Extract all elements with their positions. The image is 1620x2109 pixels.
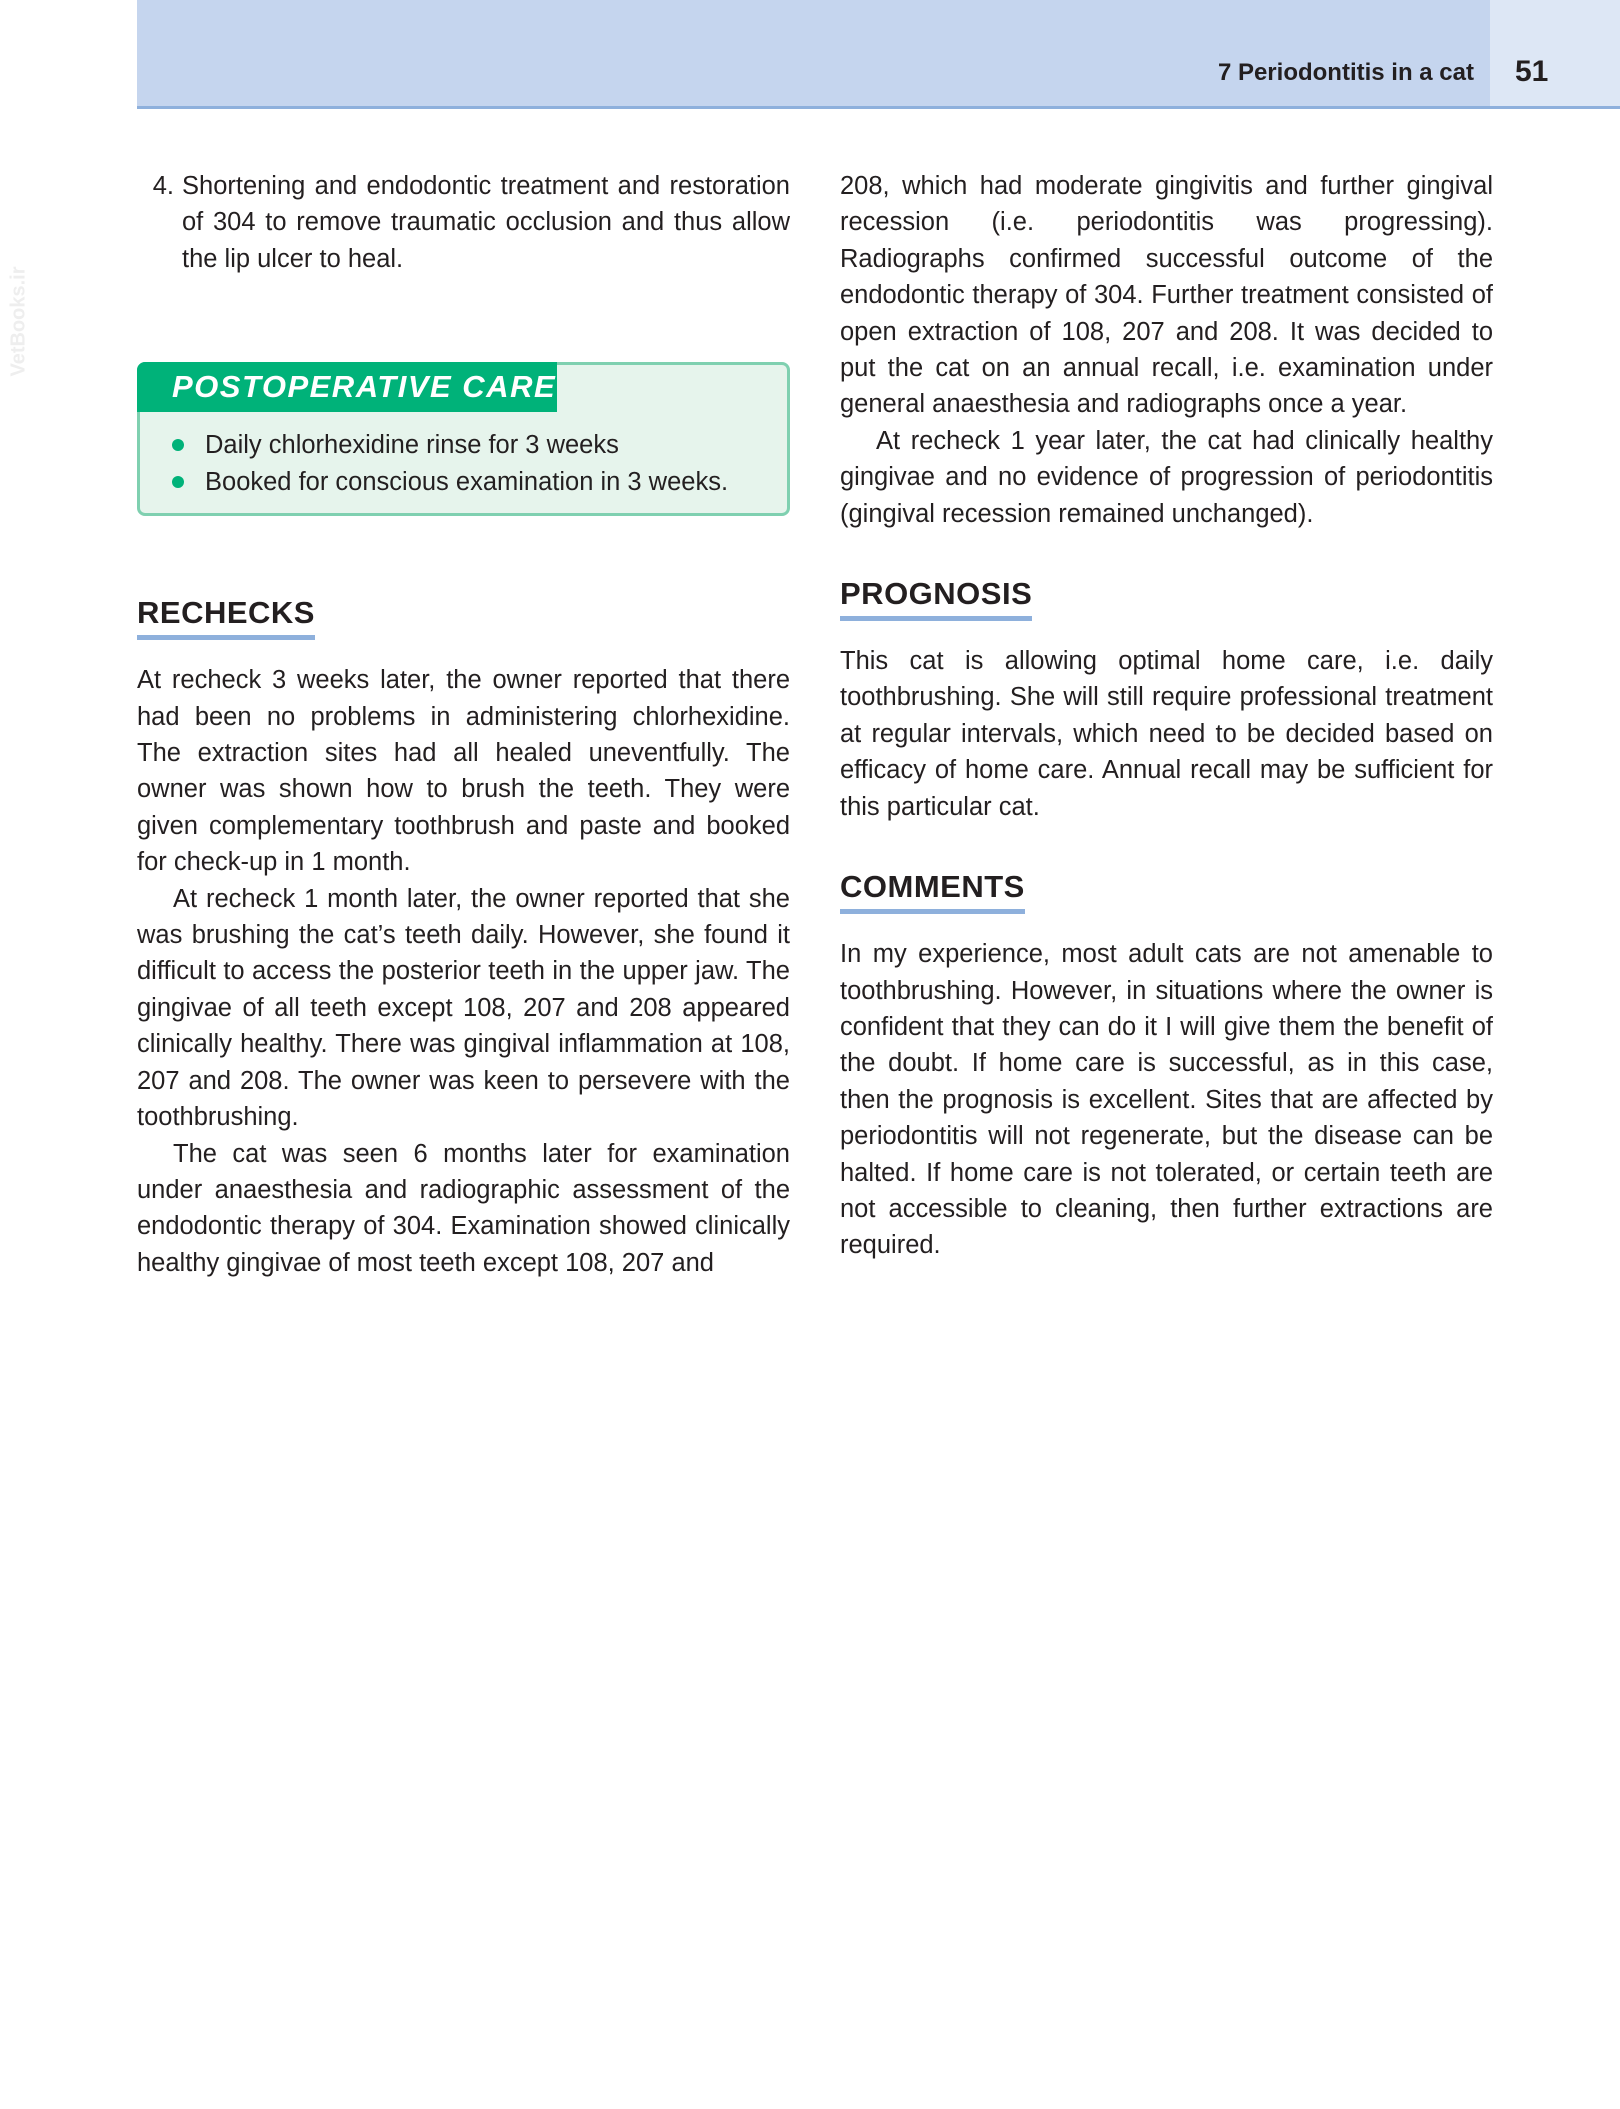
- list-item-text: Shortening and endodontic treatment and restoration of 304 to remove traumatic occlusion and thus allow the lip ulcer to heal.: [182, 172, 790, 273]
- bullet-icon: [172, 439, 184, 451]
- paragraph: This cat is allowing optimal home care, i.e. daily toothbrushing. She will still require professional treatment at regular intervals, which need to be decided based on efficacy of home care. Annual recall may be sufficient for this particular cat.: [840, 647, 1493, 821]
- postoperative-care-list: [172, 427, 728, 500]
- right-column: [840, 168, 1493, 1264]
- postoperative-care-box: [137, 362, 790, 516]
- comments-heading: COMMENTS: [840, 869, 1025, 914]
- running-title: 7 Periodontitis in a cat: [1217, 59, 1474, 86]
- prognosis-section: [840, 576, 1493, 825]
- rechecks-section: [137, 595, 790, 1281]
- list-item: [172, 427, 728, 463]
- paragraph: At recheck 1 month later, the owner reported that she was brushing the cat’s teeth daily. However, she found it difficult to access the posterior teeth in the upper jaw. The gingivae of all teeth except 108, 207 and 208 appeared clinically healthy. There was gingival inflammation at 108, 207 and 208. The owner was keen to persevere with the toothbrushing.: [137, 884, 790, 1132]
- paragraph: The cat was seen 6 months later for examination under anaesthesia and radiographic assessment of the endodontic therapy of 304. Examination showed clinically healthy gingivae of most teeth except 108, 207 and: [137, 1139, 790, 1277]
- postoperative-care-title: POSTOPERATIVE CARE: [137, 362, 557, 412]
- paragraph: At recheck 3 weeks later, the owner reported that there had been no problems in administering chlorhexidine. The extraction sites had all healed uneventfully. The owner was shown how to brush the teeth. They were given complementary toothbrush and paste and booked for check-up in 1 month.: [137, 666, 790, 877]
- page-number-tab: [1490, 0, 1620, 109]
- rechecks-heading: RECHECKS: [137, 595, 315, 640]
- paragraph: In my experience, most adult cats are not amenable to toothbrushing. However, in situations where the owner is confident that they can do it I will give them the benefit of the doubt. If home care is successful, as in this case, then the prognosis is excellent. Sites that are affected by periodontitis will not regenerate, but the disease can be halted. If home care is not tolerated, or certain teeth are not accessible to cleaning, then further extractions are required.: [840, 940, 1493, 1260]
- paragraph: 208, which had moderate gingivitis and further gingival recession (i.e. periodontitis was progressing). Radiographs confirmed successful outcome of the endodontic therapy of 304. Further treatment consisted of open extraction of 108, 207 and 208. It was decided to put the cat on an annual recall, i.e. examination under general anaesthesia and radiographs once a year.: [840, 172, 1493, 419]
- prognosis-heading: PROGNOSIS: [840, 576, 1032, 621]
- watermark: VetBooks.ir: [7, 266, 30, 377]
- page-number: 51: [1515, 55, 1549, 88]
- list-item: [172, 464, 728, 500]
- left-column: [137, 168, 790, 1281]
- paragraph: At recheck 1 year later, the cat had clinically healthy gingivae and no evidence of progression of periodontitis (gingival recession remained unchanged).: [840, 426, 1493, 528]
- numbered-list-item: [137, 168, 790, 277]
- comments-section: [840, 869, 1493, 1264]
- list-item-text: Daily chlorhexidine rinse for 3 weeks: [205, 431, 619, 460]
- list-number: 4.: [152, 172, 174, 200]
- running-header: [137, 0, 1490, 109]
- bullet-icon: [172, 476, 184, 488]
- list-item-text: Booked for conscious examination in 3 weeks.: [205, 467, 729, 496]
